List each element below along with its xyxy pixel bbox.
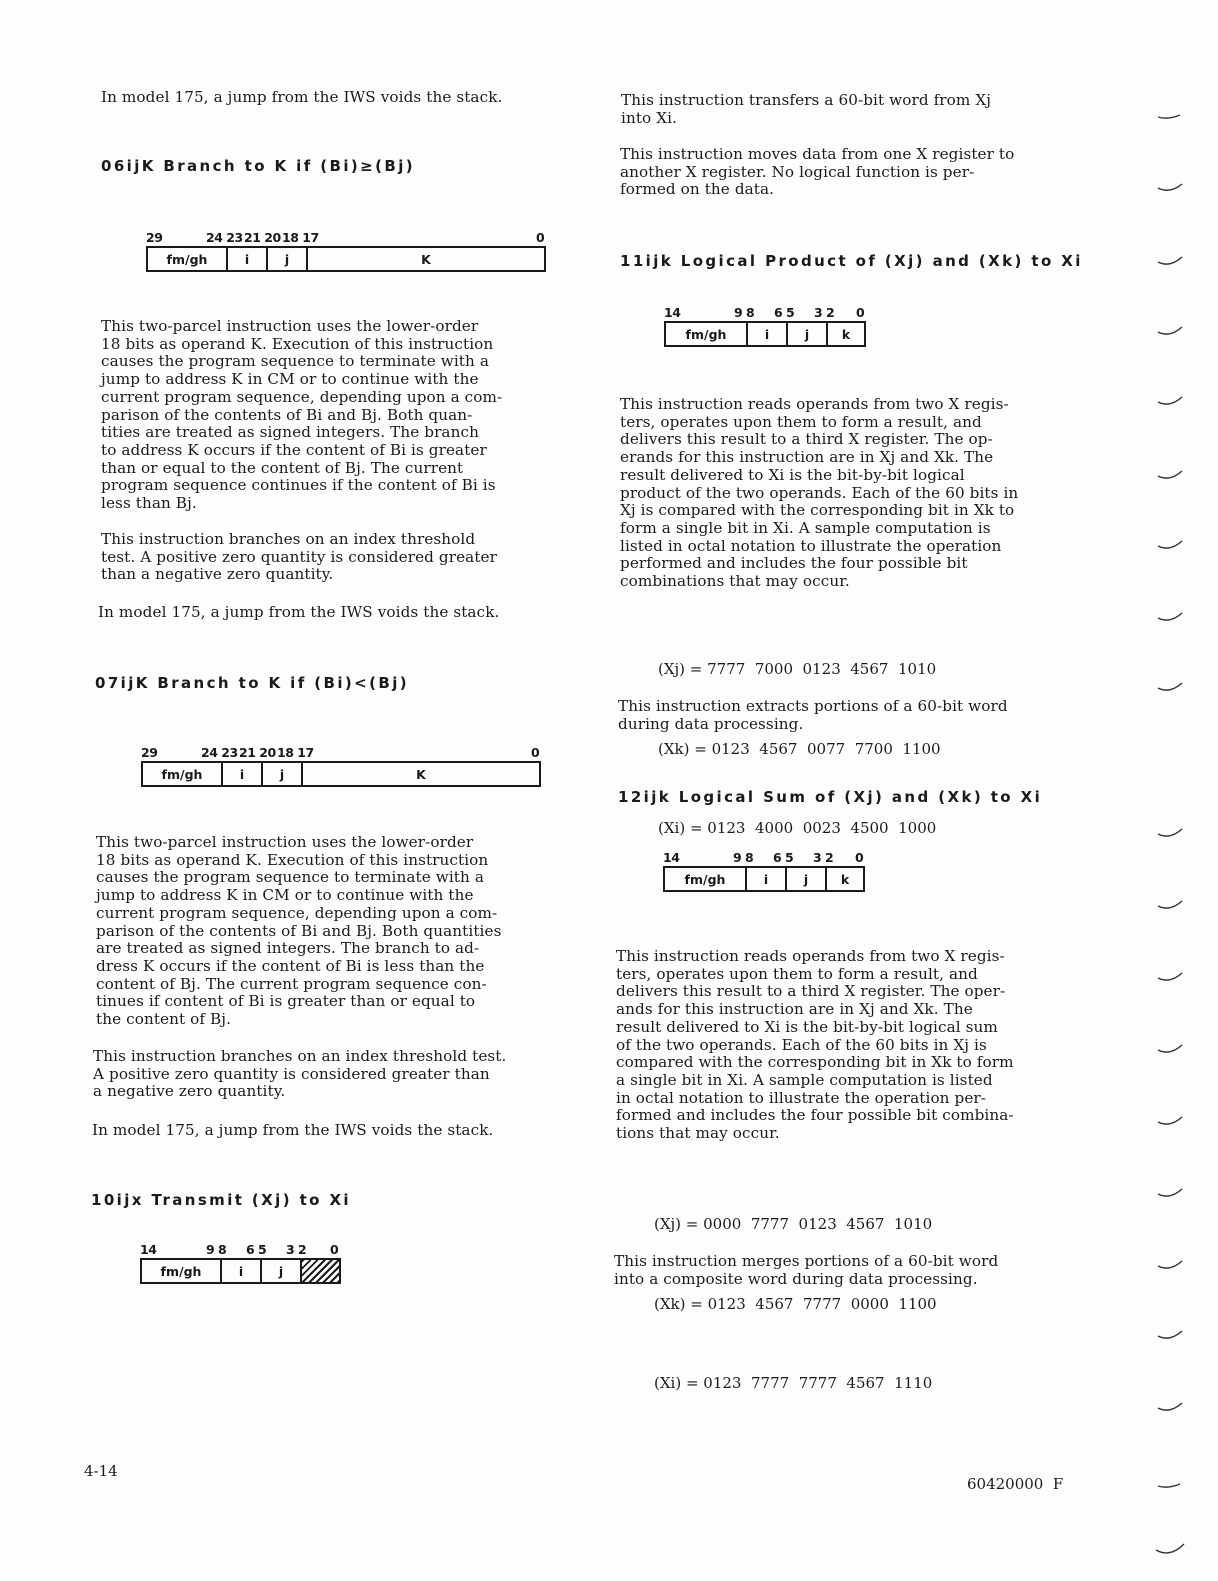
section-07-para-2: This instruction branches on an index threshold test. A positive zero quantity is considered greater than a negative zero quantity. — [93, 1047, 507, 1101]
bit-label: 6 5 — [773, 850, 794, 865]
section-10-para-1: This instruction transfers a 60-bit word from Xj into Xi. — [621, 91, 992, 127]
document-number: 60420000 F — [967, 1475, 1064, 1493]
field-j: j — [787, 868, 827, 890]
field-k: k — [841, 326, 851, 342]
instruction-format-06 — [146, 230, 546, 272]
section-heading-06: 06ijK Branch to K if (Bi)≥(Bj) — [101, 157, 415, 175]
field-unused-hatched — [302, 1260, 339, 1282]
bit-label: 29 — [146, 230, 163, 245]
page-number: 4-14 — [84, 1462, 118, 1480]
bit-label: 0 — [330, 1242, 339, 1257]
field-fm-gh: fm/gh — [143, 763, 223, 785]
section-06-para-2: This instruction branches on an index threshold test. A positive zero quantity is considered greater than a negative zero quantity. — [101, 530, 497, 584]
section-heading-07: 07ijK Branch to K if (Bi)<(Bj) — [95, 674, 409, 692]
section-heading-11: 11ijk Logical Product of (Xj) and (Xk) to Xi — [620, 252, 1083, 270]
bit-label: 0 — [856, 305, 865, 320]
field-i: i — [747, 868, 787, 890]
bit-label: 3 2 — [814, 305, 835, 320]
instruction-format-10 — [140, 1242, 341, 1284]
bit-label: 9 8 — [733, 850, 754, 865]
bit-label: 14 — [140, 1242, 157, 1257]
bit-label: 6 5 — [246, 1242, 267, 1257]
section-11-sample — [658, 603, 941, 868]
section-07-para-3: In model 175, a jump from the IWS voids the stack. — [92, 1121, 494, 1139]
bit-label: 14 — [663, 850, 680, 865]
intro-text: In model 175, a jump from the IWS voids the stack. — [101, 88, 503, 106]
sample-line-xj: (Xj) = 7777 7000 0123 4567 1010 — [658, 660, 937, 678]
sample-line-xi: (Xi) = 0123 4000 0023 4500 1000 — [658, 819, 937, 837]
bit-label: 9 8 — [206, 1242, 227, 1257]
sample-line-xj: (Xj) = 0000 7777 0123 4567 1010 — [654, 1215, 933, 1233]
field-k: K — [416, 766, 426, 782]
sample-line-xk: (Xk) = 0123 4567 7777 0000 1100 — [654, 1294, 937, 1313]
field-k: K — [421, 251, 431, 267]
binding-marks — [1150, 100, 1190, 1570]
bit-label: 14 — [664, 305, 681, 320]
bit-label: 0 — [855, 850, 864, 865]
section-12-sample — [654, 1158, 937, 1423]
section-11-para-2: This instruction extracts portions of a 60-bit word during data processing. — [618, 697, 1008, 733]
section-12-para-2: This instruction merges portions of a 60-bit word into a composite word during data processing. — [614, 1252, 999, 1288]
bit-label: 21 20 — [244, 230, 281, 245]
field-k: k — [840, 871, 850, 887]
field-fm-gh: fm/gh — [142, 1260, 222, 1282]
section-12-para-1: This instruction reads operands from two X regis- ters, operates upon them to form a result, and delivers this result to a third X register. The oper- ands for this instruction are in Xj and Xk. The result delivered to Xi is the bit-by-bit logical sum of the two operands. Each of the 60 bits in Xj is compared with the corresponding bit in Xk to form a single bit in Xi. A sample computation is listed in octal notation to illustrate the operation per- formed and includes the four possible bit combina- tions that may occur. — [616, 947, 1014, 1143]
section-06-para-3: In model 175, a jump from the IWS voids the stack. — [98, 603, 500, 621]
bit-label: 9 8 — [734, 305, 755, 320]
field-i: i — [223, 763, 263, 785]
section-06-para-1: This two-parcel instruction uses the lower-order 18 bits as operand K. Execution of this instruction causes the program sequence to terminate with a jump to address K in CM or to continue with the current program sequence, depending upon a com- parison of the contents of Bi and Bj. Both quan- tities are treated as signed integers. The branch to address K occurs if the content of Bi is greater than or equal to the content of Bj. The current program sequence continues if the content of Bi is less than Bj. — [101, 317, 503, 513]
section-11-para-1: This instruction reads operands from two X regis- ters, operates upon them to form a result, and delivers this result to a third X register. The op- erands for this instruction are in Xj and Xk. The result delivered to Xi is the bit-by-bit logical product of the two operands. Each of the 60 bits in Xj is compared with the corresponding bit in Xk to form a single bit in Xi. A sample computation is listed in octal notation to illustrate the operation performed and includes the four possible bit combinations that may occur. — [620, 395, 1019, 591]
sample-line-xi: (Xi) = 0123 7777 7777 4567 1110 — [654, 1374, 933, 1392]
bit-label: 3 2 — [813, 850, 834, 865]
field-j: j — [268, 248, 308, 270]
field-i: i — [748, 323, 788, 345]
field-j: j — [262, 1260, 302, 1282]
field-j: j — [263, 763, 303, 785]
section-10-para-2: This instruction moves data from one X register to another X register. No logical function is per- formed on the data. — [620, 145, 1015, 199]
section-heading-10: 10ijx Transmit (Xj) to Xi — [91, 1191, 351, 1209]
section-heading-12: 12ijk Logical Sum of (Xj) and (Xk) to Xi — [618, 788, 1043, 806]
field-i: i — [228, 248, 268, 270]
bit-label: 24 23 — [206, 230, 243, 245]
bit-label: 21 20 — [239, 745, 276, 760]
bit-label: 18 17 — [277, 745, 314, 760]
bit-label: 0 — [536, 230, 545, 245]
field-fm-gh: fm/gh — [148, 248, 228, 270]
section-07-para-1: This two-parcel instruction uses the lower-order 18 bits as operand K. Execution of this instruction causes the program sequence to terminate with a jump to address K in CM or to continue with the current program sequence, depending upon a com- parison of the contents of Bi and Bj. Both quantities are treated as signed integers. The branch to ad- dress K occurs if the content of Bi is less than the content of Bj. The current program sequence con- tinues if content of Bi is greater than or equal to the content of Bj. — [96, 833, 502, 1029]
field-j: j — [788, 323, 828, 345]
bit-label: 0 — [531, 745, 540, 760]
bit-label: 29 — [141, 745, 158, 760]
bit-label: 24 23 — [201, 745, 238, 760]
sample-line-xk: (Xk) = 0123 4567 0077 7700 1100 — [658, 739, 941, 758]
instruction-format-07 — [141, 745, 541, 787]
field-fm-gh: fm/gh — [665, 868, 747, 890]
bit-label: 3 2 — [286, 1242, 307, 1257]
bit-label: 6 5 — [774, 305, 795, 320]
field-i: i — [222, 1260, 262, 1282]
instruction-format-12 — [663, 850, 865, 892]
field-fm-gh: fm/gh — [666, 323, 748, 345]
instruction-format-11 — [664, 305, 866, 347]
bit-label: 18 17 — [282, 230, 319, 245]
